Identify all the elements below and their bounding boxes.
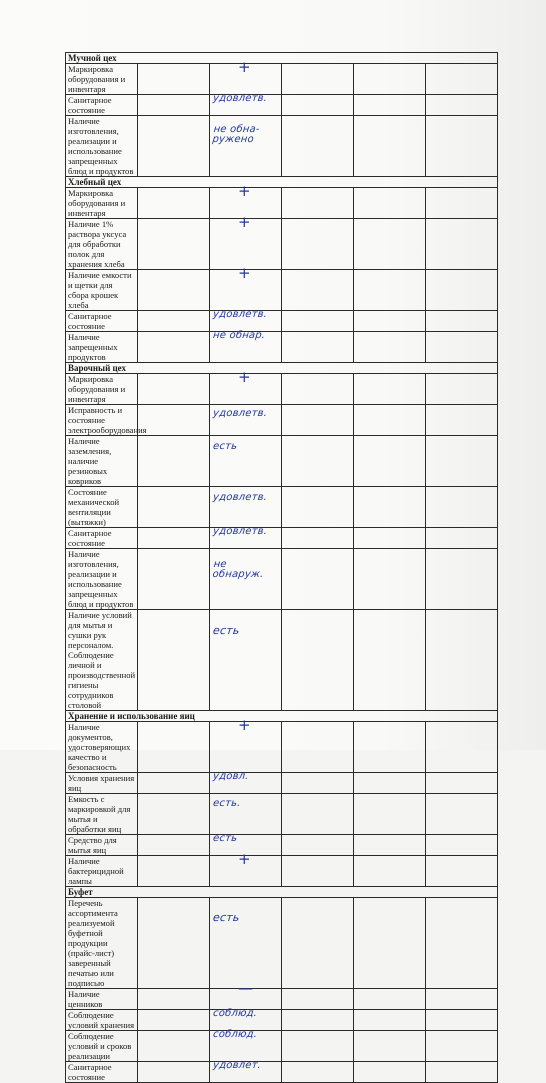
table-row xyxy=(66,487,498,528)
handwritten-result: + xyxy=(238,368,251,386)
criterion-cell: Емкость с маркировкой для мытья и обработки яиц xyxy=(66,794,138,835)
table-row xyxy=(66,794,498,835)
table-row xyxy=(66,116,498,177)
criterion-cell: Исправность и состояние электрооборудования xyxy=(66,405,138,436)
criterion-cell: Средство для мытья яиц xyxy=(66,835,138,856)
criterion-cell: Маркировка оборудования и инвентаря xyxy=(66,374,138,405)
criterion-cell: Перечень ассортимента реализуемой буфетной продукции (прайс-лист) заверенный печатью или подписью xyxy=(66,898,138,989)
empty-cell xyxy=(354,487,426,528)
handwritten-result: не обнар. xyxy=(212,330,266,341)
handwritten-result: + xyxy=(238,182,251,200)
empty-cell xyxy=(354,856,426,887)
result-cell xyxy=(210,368,282,405)
result-cell xyxy=(210,528,282,549)
section-header xyxy=(66,53,498,64)
result-cell xyxy=(210,213,282,270)
table-row xyxy=(66,528,498,549)
handwritten-result: есть xyxy=(212,910,241,924)
handwritten-result: + xyxy=(238,213,251,231)
empty-cell xyxy=(138,219,210,270)
empty-cell xyxy=(354,64,426,95)
empty-cell xyxy=(282,374,354,405)
criterion-cell: Условия хранения яиц xyxy=(66,773,138,794)
result-cell xyxy=(210,405,282,436)
empty-cell xyxy=(426,1062,498,1083)
empty-cell xyxy=(138,487,210,528)
result-cell xyxy=(210,95,282,116)
empty-cell xyxy=(354,116,426,177)
table-row xyxy=(66,835,498,856)
empty-cell xyxy=(282,95,354,116)
result-cell xyxy=(210,1010,282,1031)
criterion-cell: Состояние механической вентиляции (вытяжки) xyxy=(66,487,138,528)
table-row xyxy=(66,773,498,794)
empty-cell xyxy=(138,773,210,794)
empty-cell xyxy=(282,989,354,1010)
handwritten-result: соблюд. xyxy=(212,1008,258,1019)
criterion-cell: Наличие изготовления, реализации и использование запрещенных блюд и продуктов xyxy=(66,116,138,177)
empty-cell xyxy=(354,311,426,332)
table-row xyxy=(66,405,498,436)
empty-cell xyxy=(354,773,426,794)
empty-cell xyxy=(282,188,354,219)
empty-cell xyxy=(354,835,426,856)
table-row xyxy=(66,1010,498,1031)
empty-cell xyxy=(282,1031,354,1062)
result-cell xyxy=(210,1031,282,1062)
empty-cell xyxy=(282,610,354,711)
empty-cell xyxy=(138,549,210,610)
empty-cell xyxy=(282,219,354,270)
empty-cell xyxy=(354,95,426,116)
criterion-cell: Наличие 1% раствора уксуса для обработки полок для хранения хлеба xyxy=(66,219,138,270)
inspection-table-body xyxy=(66,53,498,1083)
empty-cell xyxy=(282,1010,354,1031)
criterion-cell: Наличие бактерицидной лампы xyxy=(66,856,138,887)
empty-cell xyxy=(282,270,354,311)
empty-cell xyxy=(426,549,498,610)
section-title: Варочный цех xyxy=(66,363,498,374)
empty-cell xyxy=(426,95,498,116)
table-row xyxy=(66,549,498,610)
criterion-cell: Соблюдение условий и сроков реализации xyxy=(66,1031,138,1062)
empty-cell xyxy=(354,332,426,363)
empty-cell xyxy=(138,311,210,332)
empty-cell xyxy=(426,898,498,989)
handwritten-result: удовлетв. xyxy=(212,309,268,320)
inspection-table xyxy=(65,52,498,1083)
criterion-cell: Наличие изготовления, реализации и использование запрещенных блюд и продуктов xyxy=(66,549,138,610)
result-cell xyxy=(210,311,282,332)
empty-cell xyxy=(282,332,354,363)
table-row xyxy=(66,64,498,95)
empty-cell xyxy=(138,1031,210,1062)
empty-cell xyxy=(282,773,354,794)
section-title: Мучной цех xyxy=(66,53,498,64)
criterion-cell: Санитарное состояние xyxy=(66,311,138,332)
empty-cell xyxy=(282,487,354,528)
table-row xyxy=(66,188,498,219)
table-row xyxy=(66,856,498,887)
empty-cell xyxy=(354,436,426,487)
empty-cell xyxy=(426,989,498,1010)
empty-cell xyxy=(426,722,498,773)
empty-cell xyxy=(426,188,498,219)
empty-cell xyxy=(138,188,210,219)
empty-cell xyxy=(426,773,498,794)
handwritten-result: + xyxy=(238,264,251,282)
empty-cell xyxy=(426,835,498,856)
handwritten-result: удовлетв. xyxy=(212,93,268,104)
result-cell xyxy=(210,549,282,610)
empty-cell xyxy=(354,528,426,549)
handwritten-result: удовлетв. xyxy=(212,408,268,419)
empty-cell xyxy=(282,311,354,332)
empty-cell xyxy=(426,219,498,270)
empty-cell xyxy=(426,116,498,177)
result-cell xyxy=(210,898,282,989)
empty-cell xyxy=(138,405,210,436)
empty-cell xyxy=(138,856,210,887)
empty-cell xyxy=(282,436,354,487)
empty-cell xyxy=(138,794,210,835)
section-header xyxy=(66,363,498,374)
criterion-cell: Наличие запрещенных продуктов xyxy=(66,332,138,363)
section-title: Буфет xyxy=(66,887,498,898)
handwritten-result: есть. xyxy=(212,798,242,809)
section-header xyxy=(66,177,498,188)
empty-cell xyxy=(426,374,498,405)
empty-cell xyxy=(138,95,210,116)
empty-cell xyxy=(282,405,354,436)
empty-cell xyxy=(426,487,498,528)
empty-cell xyxy=(426,405,498,436)
empty-cell xyxy=(138,989,210,1010)
empty-cell xyxy=(426,436,498,487)
empty-cell xyxy=(426,64,498,95)
criterion-cell: Маркировка оборудования и инвентаря xyxy=(66,188,138,219)
empty-cell xyxy=(282,898,354,989)
result-cell xyxy=(210,794,282,835)
table-row xyxy=(66,722,498,773)
handwritten-result: соблюд. xyxy=(212,1029,258,1040)
handwritten-result: удовлет. xyxy=(212,1060,262,1071)
handwritten-result: + xyxy=(238,716,251,734)
handwritten-result: есть xyxy=(212,441,238,452)
table-row xyxy=(66,219,498,270)
handwritten-result: — xyxy=(238,979,254,997)
empty-cell xyxy=(354,898,426,989)
result-cell xyxy=(210,436,282,487)
empty-cell xyxy=(426,270,498,311)
empty-cell xyxy=(426,528,498,549)
empty-cell xyxy=(282,528,354,549)
criterion-cell: Наличие емкости и щетки для сбора крошек хлеба xyxy=(66,270,138,311)
result-cell xyxy=(210,58,282,95)
table-row xyxy=(66,1062,498,1083)
criterion-cell: Наличие условий для мытья и сушки рук персоналом. Соблюдение личной и производственной гигиены сотрудников столовой xyxy=(66,610,138,711)
section-title: Хранение и использование яиц xyxy=(66,711,498,722)
empty-cell xyxy=(282,116,354,177)
empty-cell xyxy=(138,1062,210,1083)
empty-cell xyxy=(354,219,426,270)
empty-cell xyxy=(138,270,210,311)
empty-cell xyxy=(354,610,426,711)
empty-cell xyxy=(138,116,210,177)
criterion-cell: Санитарное состояние xyxy=(66,528,138,549)
criterion-cell: Наличие документов, удостоверяющих качество и безопасность xyxy=(66,722,138,773)
section-title: Хлебный цех xyxy=(66,177,498,188)
criterion-cell: Наличие заземления, наличие резиновых ковриков xyxy=(66,436,138,487)
empty-cell xyxy=(354,722,426,773)
criterion-cell: Соблюдение условий хранения xyxy=(66,1010,138,1031)
table-row xyxy=(66,989,498,1010)
empty-cell xyxy=(426,794,498,835)
empty-cell xyxy=(282,856,354,887)
empty-cell xyxy=(138,722,210,773)
result-cell xyxy=(210,850,282,887)
handwritten-result: есть xyxy=(212,624,241,637)
empty-cell xyxy=(354,794,426,835)
result-cell xyxy=(210,264,282,311)
empty-cell xyxy=(138,374,210,405)
empty-cell xyxy=(426,311,498,332)
empty-cell xyxy=(354,270,426,311)
empty-cell xyxy=(426,332,498,363)
result-cell xyxy=(210,332,282,363)
empty-cell xyxy=(354,1010,426,1031)
result-cell xyxy=(210,773,282,794)
table-row xyxy=(66,270,498,311)
criterion-cell: Маркировка оборудования и инвентаря xyxy=(66,64,138,95)
result-cell xyxy=(210,116,282,177)
table-row xyxy=(66,898,498,989)
criterion-cell: Санитарное состояние xyxy=(66,95,138,116)
empty-cell xyxy=(138,436,210,487)
table-row xyxy=(66,374,498,405)
section-header xyxy=(66,711,498,722)
result-cell xyxy=(210,716,282,773)
empty-cell xyxy=(354,989,426,1010)
empty-cell xyxy=(138,332,210,363)
empty-cell xyxy=(354,549,426,610)
empty-cell xyxy=(282,835,354,856)
table-row xyxy=(66,1031,498,1062)
empty-cell xyxy=(354,1062,426,1083)
empty-cell xyxy=(282,64,354,95)
table-row xyxy=(66,311,498,332)
empty-cell xyxy=(138,64,210,95)
handwritten-result: удовлетв. xyxy=(212,526,268,537)
empty-cell xyxy=(354,405,426,436)
empty-cell xyxy=(282,722,354,773)
handwritten-result: не обнаруж. xyxy=(211,559,265,580)
handwritten-result: не обна- ружено xyxy=(211,124,261,145)
handwritten-result: есть xyxy=(212,833,238,844)
empty-cell xyxy=(138,528,210,549)
empty-cell xyxy=(426,610,498,711)
empty-cell xyxy=(282,1062,354,1083)
empty-cell xyxy=(354,374,426,405)
empty-cell xyxy=(354,1031,426,1062)
handwritten-result: + xyxy=(238,58,251,76)
result-cell xyxy=(210,487,282,528)
empty-cell xyxy=(426,856,498,887)
result-cell xyxy=(210,979,282,1010)
empty-cell xyxy=(282,794,354,835)
handwritten-result: + xyxy=(238,850,251,868)
criterion-cell: Наличие ценников xyxy=(66,989,138,1010)
section-header xyxy=(66,887,498,898)
empty-cell xyxy=(354,188,426,219)
table-row xyxy=(66,95,498,116)
result-cell xyxy=(210,610,282,711)
empty-cell xyxy=(426,1010,498,1031)
handwritten-result: удовл. xyxy=(212,771,250,782)
empty-cell xyxy=(138,610,210,711)
result-cell xyxy=(210,1062,282,1083)
empty-cell xyxy=(138,898,210,989)
table-row xyxy=(66,332,498,363)
empty-cell xyxy=(138,835,210,856)
empty-cell xyxy=(426,1031,498,1062)
table-row xyxy=(66,436,498,487)
empty-cell xyxy=(138,1010,210,1031)
table-row xyxy=(66,610,498,711)
empty-cell xyxy=(282,549,354,610)
handwritten-result: удовлетв. xyxy=(212,491,268,503)
criterion-cell: Санитарное состояние xyxy=(66,1062,138,1083)
